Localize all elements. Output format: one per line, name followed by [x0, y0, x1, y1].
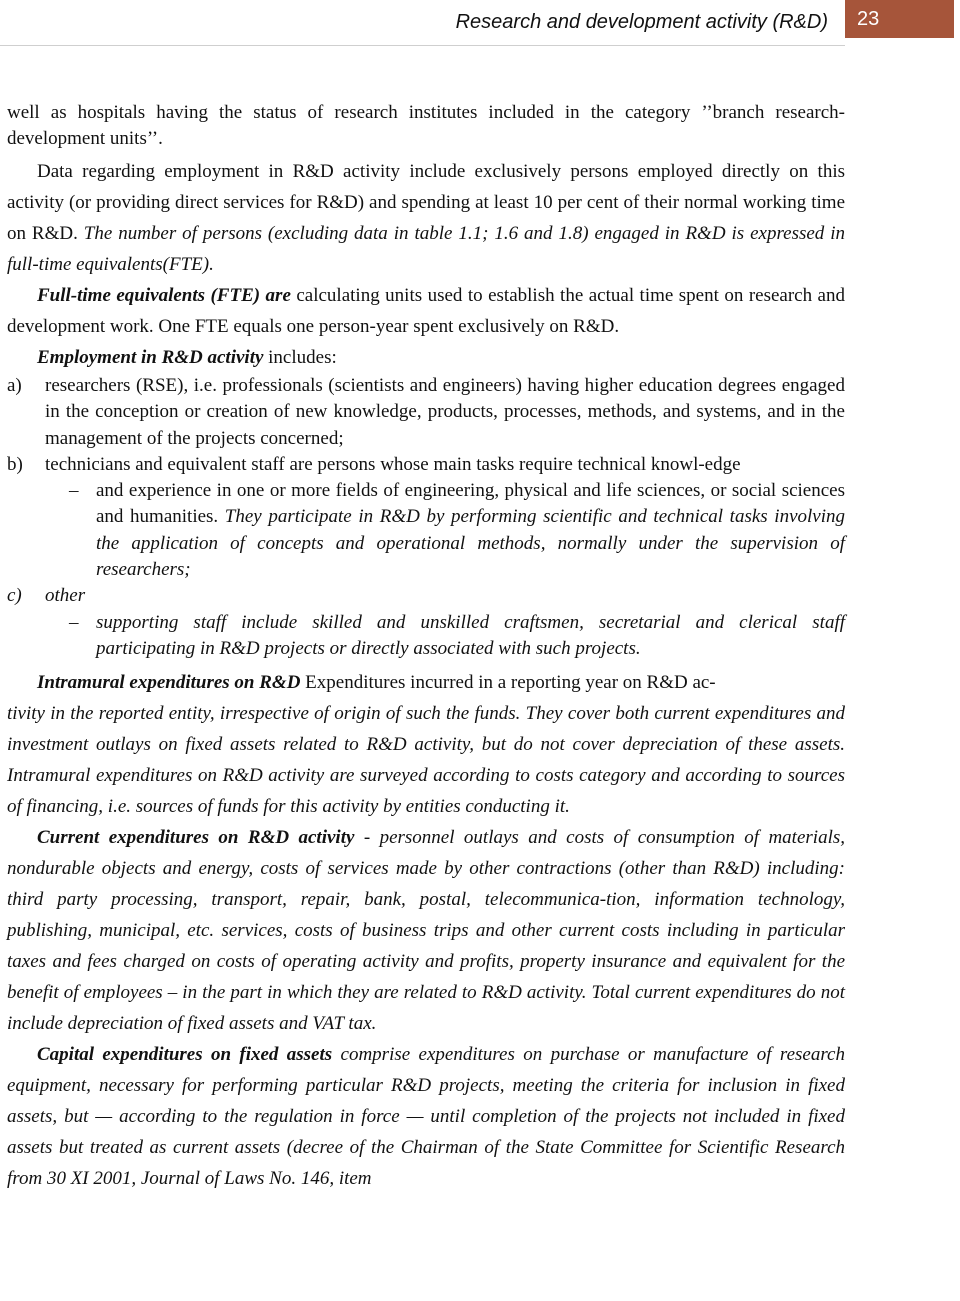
paragraph-text: - personnel outlays and costs of consumption of materials, nondurable objects and energy, costs of services made by other contractions (other than R&D) including: third party processing, transport, repair, bank, postal, telecommunica-tion, information technology, publishing, municipal, etc. services, costs of business trips and other current costs including in particular taxes and fees charged on costs of operating activity and profits, property insurance and equivalent for the benefit of employees – in the part in which they are related to R&D activity. Total current expenditures do not include depreciation of fixed assets and VAT tax. — [7, 827, 845, 1035]
sub-item-c — [7, 610, 845, 663]
paragraph-current-expenditures — [7, 822, 845, 1039]
paragraph-text: Data regarding employment in R&D activity include exclusively persons employed directly on this activity (or providing direct services for R&D) and spending at least 10 per cent of their normal working time on R&D. — [7, 161, 845, 244]
list-text: researchers (RSE), i.e. professionals (scientists and engineers) having higher education degrees engaged in the conception or creation of new knowledge, products, processes, methods, and systems, and in the management of the projects concerned; — [45, 375, 845, 449]
list-item-c — [7, 583, 845, 609]
page-number-badge: 23 — [845, 0, 954, 38]
paragraph-text: includes: — [263, 347, 337, 368]
paragraph-text: calculating units used to establish the actual time spent on research and development work. One FTE equals one person-year spent exclusively on R&D. — [7, 285, 845, 337]
list-label: a) — [7, 375, 22, 396]
paragraph-capital-expenditures — [7, 1039, 845, 1194]
term-capital-expenditures: Capital expenditures on fixed assets — [37, 1044, 333, 1066]
term-intramural: Intramural expenditures on R&D — [37, 672, 301, 694]
paragraph-continuation: well as hospitals having the status of research institutes included in the category ’’branch research-development units’’. — [7, 102, 845, 149]
list-text: other — [45, 585, 86, 607]
paragraph-text: The number of persons (excluding data in table 1.1; 1.6 and 1.8) engaged in R&D is expressed in full-time equivalents(FTE). — [7, 223, 845, 275]
dash-mark: – — [69, 611, 79, 633]
paragraph-intramural — [7, 667, 845, 822]
sub-item-text-a: and experience in one or more fields of engineering, physical and life sciences, or social sciences and humanities. — [96, 480, 845, 528]
term-current-expenditures: Current expenditures on R&D activity — [37, 827, 355, 849]
document-body — [7, 100, 845, 1194]
header-title: Research and development activity (R&D) — [455, 11, 828, 33]
header-rule — [0, 45, 845, 46]
list-label: c) — [7, 585, 22, 607]
list-label: b) — [7, 453, 23, 475]
list-item-b — [7, 452, 845, 478]
term-fte: Full-time equivalents (FTE) are — [37, 285, 291, 306]
list-text: technicians and equivalent staff are persons whose main tasks require technical knowl-edge — [45, 453, 741, 475]
paragraph-text: comprise expenditures on purchase or manufacture of research equipment, necessary for performing particular R&D projects, meeting the criteria for inclusion in fixed assets, but — according to the regulation in force — until completion of the projects not included in fixed assets but treated as current assets (decree of the Chairman of the State Committee for Scientific Research from 30 XI 2001, Journal of Laws No. 146, item — [7, 1044, 845, 1190]
sub-item-text-b: They participate in R&D by performing scientific and technical tasks involving the application of concepts and operational methods, normally under the supervision of researchers; — [96, 506, 846, 581]
sub-item-b — [7, 478, 845, 583]
paragraph-text: Expenditures incurred in a reporting year on R&D ac- — [300, 672, 716, 694]
term-employment: Employment in R&D activity — [37, 347, 264, 368]
dash-mark: – — [69, 480, 79, 502]
paragraph-fte — [7, 280, 845, 342]
paragraph-employment-includes — [7, 342, 845, 373]
paragraph-text: tivity in the reported entity, irrespective of origin of such the funds. They cover both current expenditures and investment outlays on fixed assets related to R&D activity, but do not cover depreciation of these assets. Intramural expenditures on R&D activity are surveyed according to costs category and according to sources of financing, i.e. sources of funds for this activity by entities conducting it. — [7, 703, 845, 818]
paragraph-employment-data — [7, 156, 845, 280]
sub-item-text: supporting staff include skilled and unskilled craftsmen, secretarial and clerical staff participating in R&D projects or directly associated with such projects. — [96, 611, 845, 659]
list-item-a — [7, 373, 845, 452]
running-header — [0, 0, 960, 50]
